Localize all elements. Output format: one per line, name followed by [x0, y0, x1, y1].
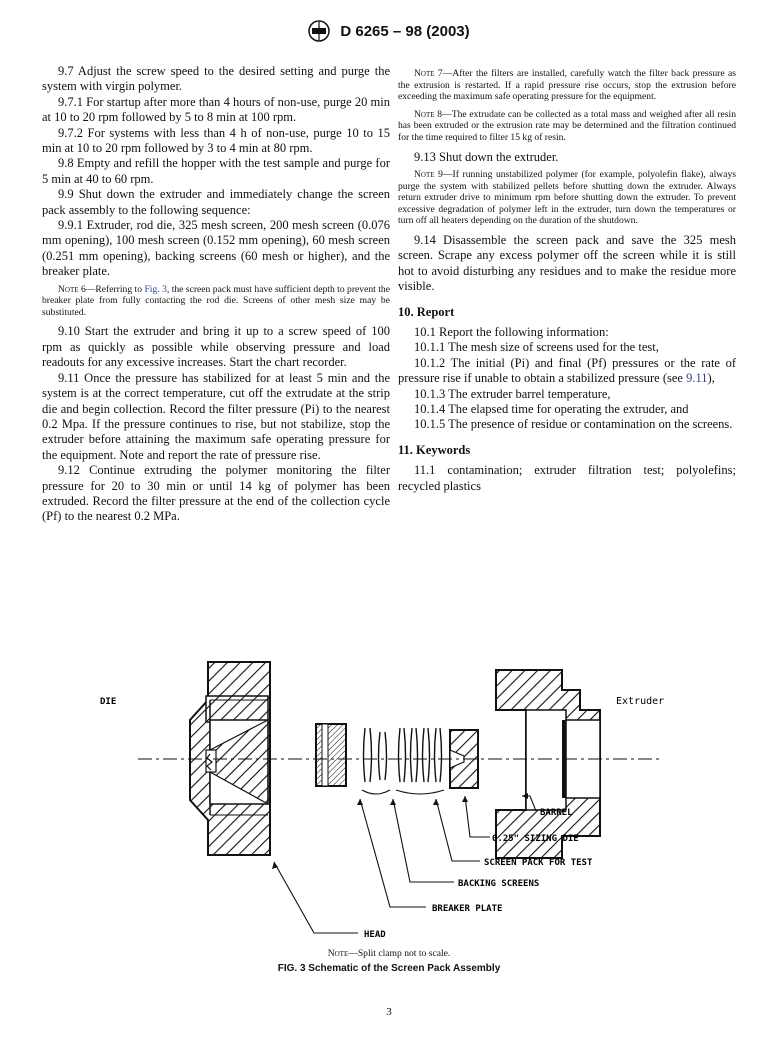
section-heading: 11. Keywords — [398, 442, 471, 457]
label-head: HEAD — [364, 930, 386, 940]
note-text: —The extrudate can be collected as a total mass and weighed after all resin has been extruded or the extrusion rate may be determined and the filtration continued for the time required to filter 15 kg of resin. — [398, 108, 736, 143]
paragraph: 9.9 Shut down the extruder and immediately change the screen pack assembly to the following sequence: — [42, 187, 390, 217]
note-label: Note 7 — [414, 68, 443, 79]
astm-logo-icon — [308, 20, 330, 42]
backing-screens — [364, 728, 387, 782]
note-text: —After the filters are installed, carefully watch the filter back pressure as the extrusion is restarted. If a rapid pressure rise occurs, stop the extrusion before exceeding the maximum safe operating pressure for the equipment. — [398, 68, 736, 103]
paragraph: 9.7 Adjust the screw speed to the desired setting and purge the system with virgin polymer. — [42, 64, 390, 94]
paragraph: 10.1.4 The elapsed time for operating the extruder, and — [414, 402, 689, 416]
extruder-barrel — [496, 670, 600, 858]
paragraph: 9.9.1 Extruder, rod die, 325 mesh screen, 200 mesh screen (0.076 mm opening), 100 mesh screen (0.152 mm opening), 60 mesh screen (0.251 mm opening), backing screens (60 mesh or higher), and the breaker plate. — [42, 218, 390, 279]
paragraph-text: 10.1.2 The initial (Pi) and final (Pf) pressures or the rate of pressure rise if unable to obtain a stabilized pressure (see — [398, 355, 736, 386]
page-header — [0, 20, 778, 42]
paragraph: 9.7.2 For systems with less than 4 h of non-use, purge 10 to 15 min at 10 to 20 rpm followed by 3 to 4 min at 80 rpm. — [42, 125, 390, 156]
note-label: Note 9 — [414, 168, 443, 180]
paragraph: 10.1 Report the following information: — [414, 324, 609, 339]
page-number: 3 — [386, 1006, 392, 1018]
left-column — [42, 64, 390, 525]
label-die: DIE — [100, 697, 117, 707]
label-screen-pack: SCREEN PACK FOR TEST — [484, 858, 593, 868]
note-paragraph — [42, 284, 390, 319]
right-column — [398, 64, 736, 494]
paragraph: 9.11 Once the pressure has stabilized for at least 5 min and the system is at the correct temperature, cut off the extrudate at the strip die and begin collection. Record the filter pressure (Pi) to the nearest 0.2 Mpa. If the pressure continues to rise, but not stabilize, stop the extruder before attaining the maximum safe operating pressure for the equipment. Note and report the rate of pressure rise. — [42, 370, 390, 462]
paragraph: 11.1 contamination; extruder filtration test; polyolefins; recycled plastics — [398, 463, 736, 493]
paragraph: 10.1.3 The extruder barrel temperature, — [414, 386, 611, 401]
note-label: Note 8 — [414, 108, 443, 120]
paragraph: 9.7.1 For startup after more than 4 hours of non-use, purge 20 min at 10 to 20 rpm followed by 5 to 8 min at 100 rpm. — [42, 94, 390, 125]
standard-designation: D 6265 – 98 (2003) — [340, 22, 470, 40]
breaker-plate — [316, 724, 346, 786]
label-extruder: Extruder — [616, 696, 665, 707]
section-link[interactable]: 9.11 — [686, 371, 708, 386]
note-text: —If running unstabilized polymer (for example, polyolefin flake), always purge the system with stabilized pellets before shutting down the extruder. Always return extruder drive to minimum rpm before shutting down the extruder. To prevent excessive degradation of polymer left in the extruder, turn down the temperatures or turn off all heaters depending on the duration of the shutdown. — [398, 168, 736, 227]
screen-pack-schematic — [60, 600, 720, 950]
figure-caption: FIG. 3 Schematic of the Screen Pack Assembly — [277, 963, 501, 974]
note-paragraph — [398, 68, 736, 103]
section-heading: 10. Report — [398, 304, 455, 319]
paragraph-text: ), — [707, 371, 715, 386]
label-backing-screens: BACKING SCREENS — [458, 879, 540, 889]
figure-note: Note—Split clamp not to scale. — [327, 948, 451, 959]
label-barrel: BARREL — [540, 808, 573, 818]
paragraph: 10.1.5 The presence of residue or contamination on the screens. — [414, 417, 733, 432]
paragraph: 9.14 Disassemble the screen pack and save the 325 mesh screen. Scrape any excess polymer off the screen while it is still hot to avoid disturbing any residues and to make the residue more visible. — [398, 232, 736, 294]
note-text: —Referring to — [85, 283, 145, 295]
paragraph: 9.10 Start the extruder and bring it up to a screw speed of 100 rpm as quickly as possible while observing pressure and load readouts for any excessive increases. Start the chart recorder. — [42, 324, 390, 370]
paragraph: 10.1.1 The mesh size of screens used for the test, — [414, 340, 659, 355]
note-paragraph — [398, 169, 736, 227]
test-screens — [399, 728, 442, 782]
label-breaker-plate: BREAKER PLATE — [432, 904, 503, 914]
note-text: , the screen pack must have sufficient depth to prevent the breaker plate from fully contacting the rod die. Screens of other mesh size may be substituted. — [42, 283, 390, 318]
paragraph — [398, 356, 736, 387]
label-sizing-die: 0.25" SIZING DIE — [492, 834, 579, 844]
paragraph: 9.12 Continue extruding the polymer monitoring the filter pressure for 20 to 30 min or until 14 kg of polymer has been extruded. Record the filter pressure at the end of the collection cycle (Pf) to the nearest 0.2 MPa. — [42, 463, 390, 524]
figure-link[interactable]: Fig. 3 — [144, 283, 167, 295]
paragraph: 9.13 Shut down the extruder. — [414, 149, 559, 164]
note-paragraph — [398, 109, 736, 144]
paragraph: 9.8 Empty and refill the hopper with the test sample and purge for 5 min at 40 to 60 rpm. — [42, 156, 390, 186]
note-label: Note 6 — [58, 283, 86, 295]
screen-brace-marks — [362, 790, 444, 794]
